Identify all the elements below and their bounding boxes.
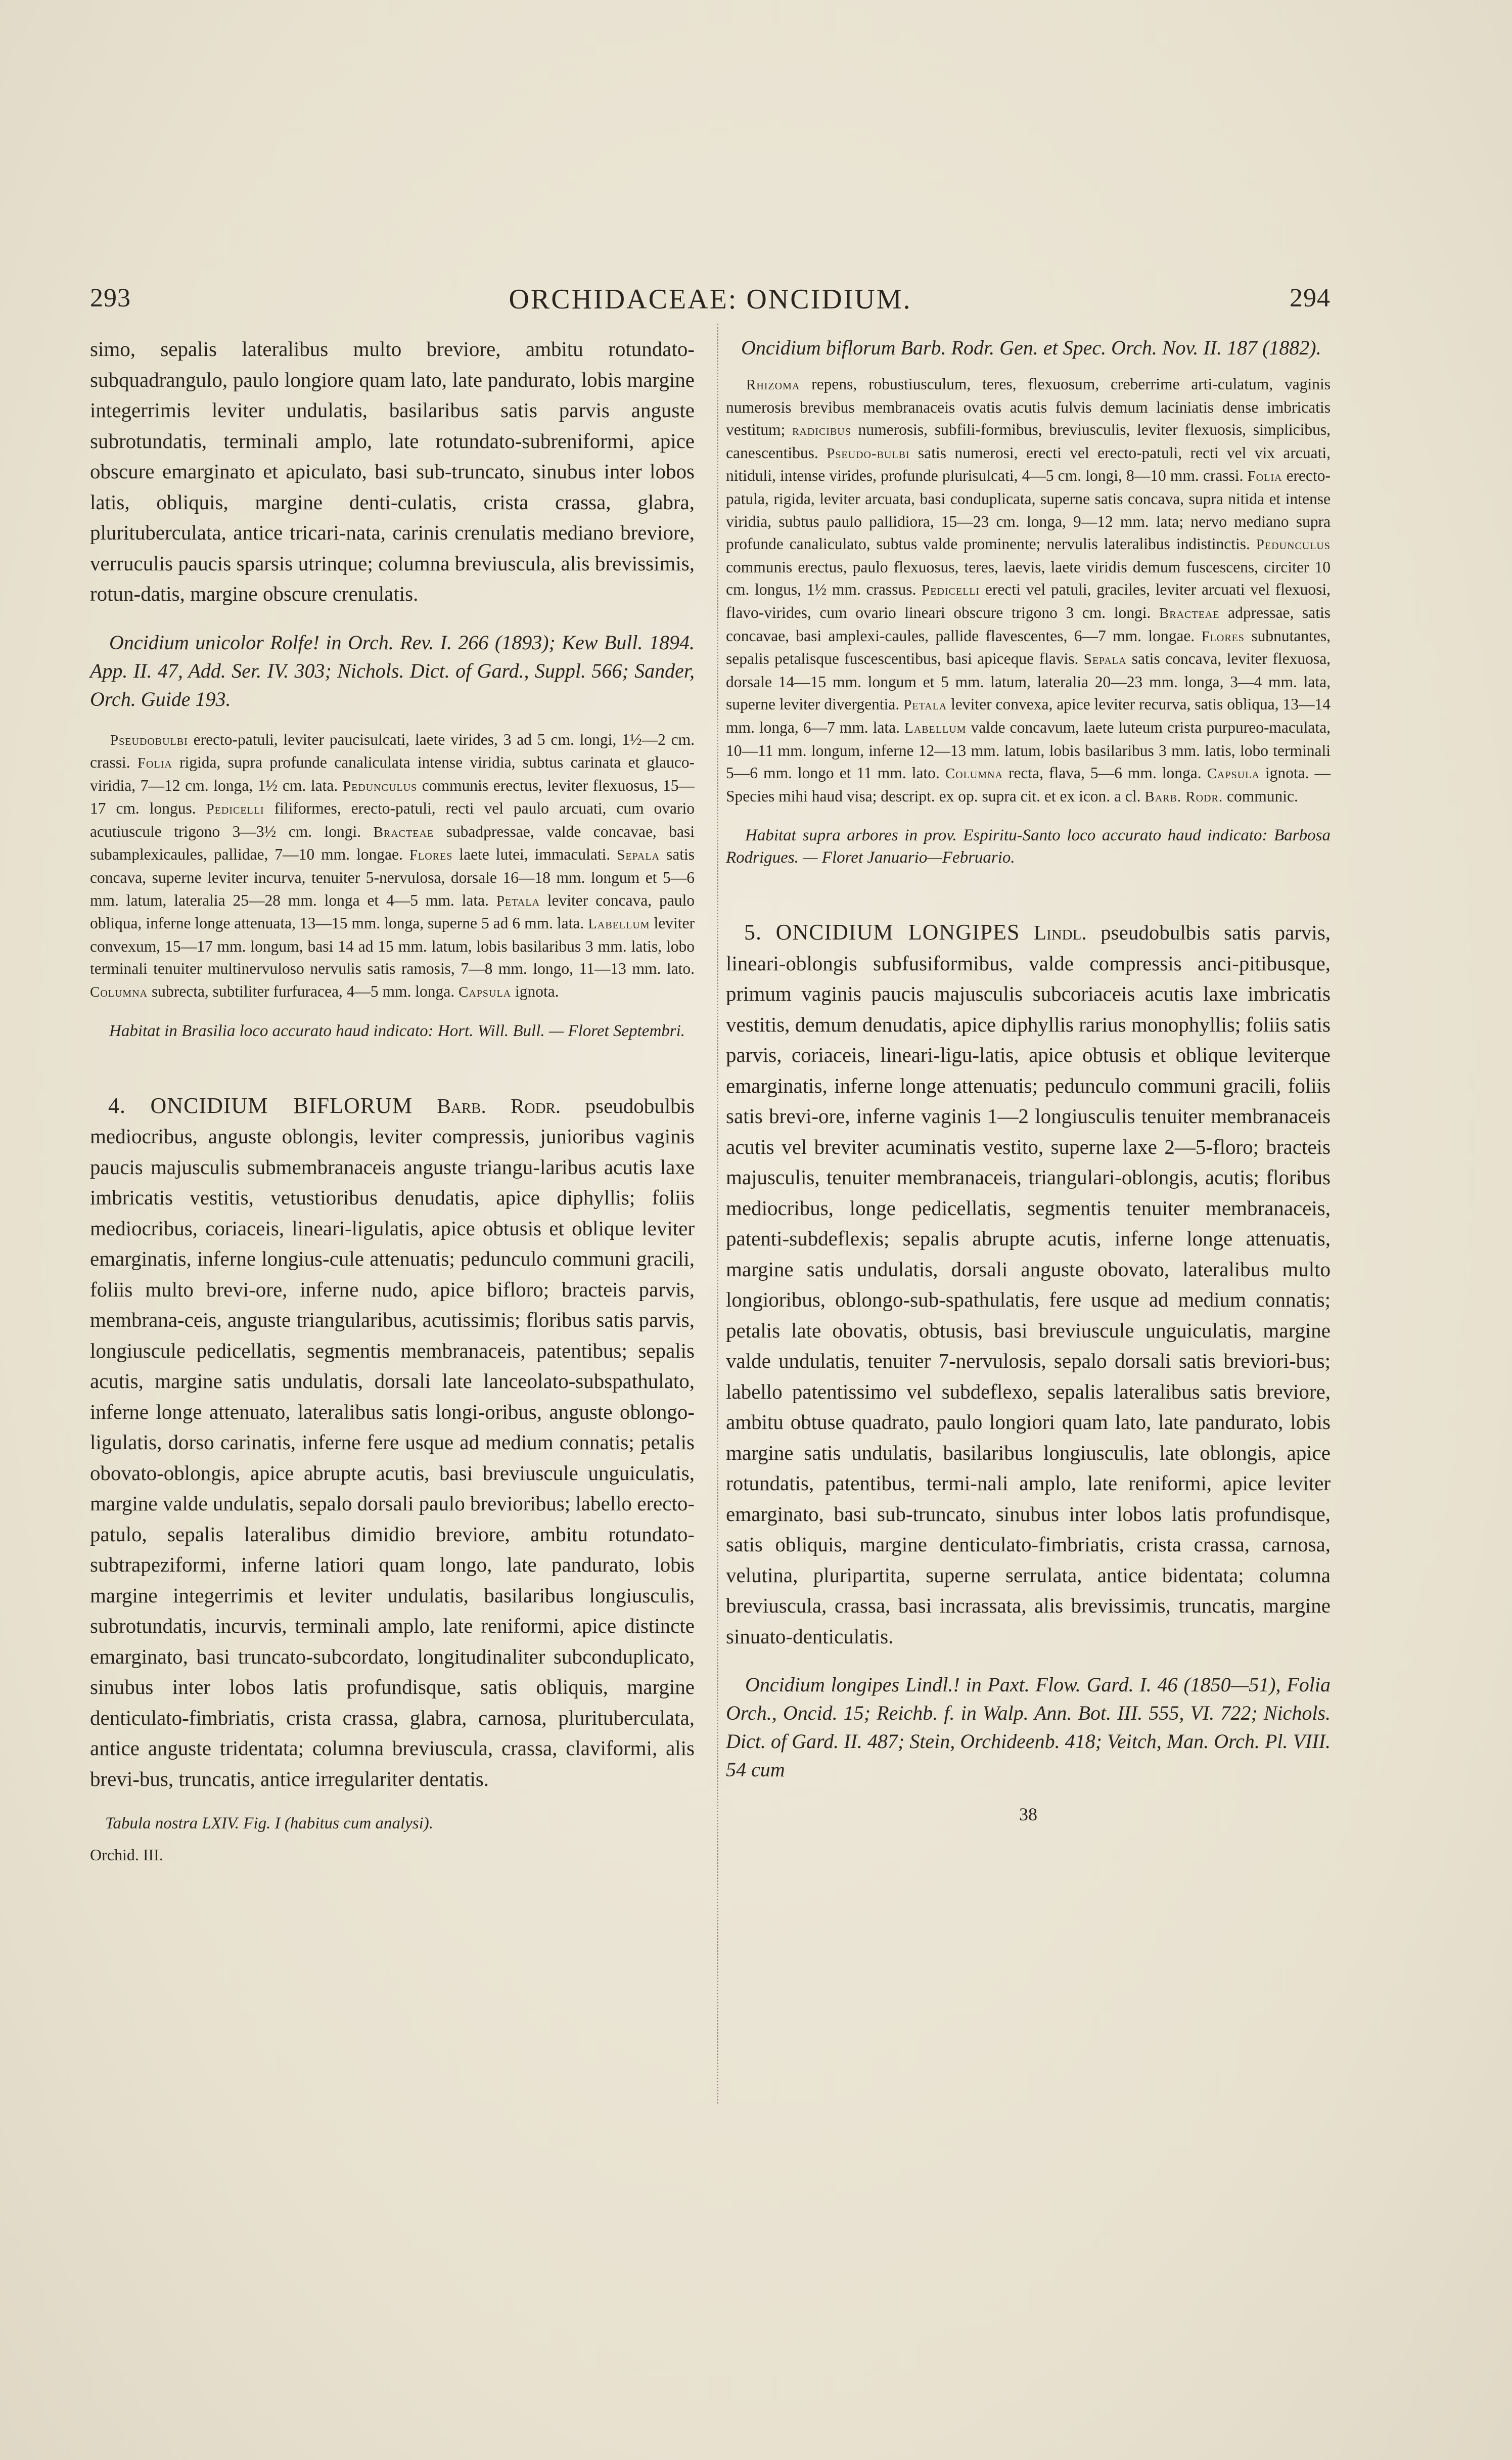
organ-term: Flores xyxy=(409,847,453,864)
organ-description: erecto-patula, rigida, leviter arcuata, basi conduplicata, superne satis concava, supra nitida et intense viridia, subtus paulo pallidiora, 15—23 cm. longa, 9—12 mm. lata; nervo mediano supra profunde canaliculato, subtus valde prominente; nervulis lateralibus indistinctis. xyxy=(726,467,1331,553)
organ-description: erecti vel patuli, graciles, leviter arcuati vel flexuosi, flavo-virides, cum ovario lineari obscure trigono 3 cm. longi. xyxy=(726,580,1331,621)
organ-description: ignota. — Species mihi haud visa; descript. ex op. supra cit. et ex icon. a cl. xyxy=(726,764,1331,805)
organ-description: communis erectus, leviter flexuosus, 15—17 cm. longus. xyxy=(90,776,695,818)
organ-description: rigida, supra profunde canaliculata intense viridia, subtus carinata et glauco-viridia, 7—12 cm. longa, 1½ cm. lata. xyxy=(90,753,695,794)
plate-reference: Tabula nostra LXIV. Fig. I (habitus cum analysi). xyxy=(105,1814,434,1833)
organ-term: Labellum xyxy=(588,916,650,932)
organ-description: valde concavum, laete luteum crista purpureo-maculata, 10—11 mm. longum, inferne 12—13 mm. latum, lobis basilaribus 3 mm. latis, lobo terminali 5—6 mm. longo et 11 mm. lato. xyxy=(726,718,1331,782)
organ-description: satis numerosi, erecti vel erecto-patuli, recti vel vix arcuati, nitiduli, intense virides, profunde plurisulcati, 4—5 cm. longi, 8—10 mm. crassi. xyxy=(726,443,1331,485)
citation-longipes: Oncidium longipes Lindl.! in Paxt. Flow. Gard. I. 46 (1850—51), Folia Orch., Oncid. 15; Reichb. f. in Walp. Ann. Bot. III. 555, VI. 722; Nichols. Dict. of Gard. II. 487; Stein, Orchideenb. 418; Veitch, Man. Orch. Pl. VIII. 54 cum xyxy=(726,1673,1331,1781)
species-text: pseudobulbis satis parvis, lineari-oblongis subfusiformibus, valde compressis anci-pitibusque, primum vaginis paucis majusculis subcoriaceis acutis laxe imbricatis vestitis, demum denudatis, apice diphyllis rarius monophyllis; foliis satis parvis, coriaceis, lineari-ligu-latis, apice obtusis et oblique leviterque emarginatis, inferne longe attenuatis; pedunculo communi gracili, foliis satis brevi-ore, inferne vaginis 1—2 longiusculis tenuiter membranaceis acutis vel breviter acuminatis vestito, superne laxe 2—5-floro; bracteis majusculis, tenuiter membranaceis, triangulari-oblongis, acutis; floribus mediocribus, longe pedicellatis, segmentis tenuiter membranaceis, patenti-subdeflexis; sepalis abrupte acutis, inferne longe attenuatis, margine satis undulatis, dorsali anguste obovato, lateralibus multo longioribus, oblongo-sub-spathulatis, fere usque ad medium connatis; petalis late obovatis, obtusis, basi breviuscule unguiculatis, margine valde undulatis, tenuiter 7-nervulosis, sepalo dorsali satis breviori-bus; labello patentissimo vel subdeflexo, sepalis lateralibus satis breviore, ambitu obtuse quadrato, paulo longiori quam lato, late pandurato, lobis margine satis undulatis, basilaribus longiusculis, late oblongis, apice rotundatis, patentibus, termi-nali amplo, late reniformi, apice leviter emarginato, basi sub-truncato, sinubus inter lobos latis profundisque, satis obliquis, margine denticulato-fimbriatis, crista crassa, carnosa, velutina, pluripartita, superne serrulata, antice bidentata; columna breviuscula, crassa, basi incrassata, alis brevissimis, truncatis, margine sinuato-denticulatis. xyxy=(726,921,1331,1648)
organ-term: Columna xyxy=(945,766,1003,782)
organ-term: Columna xyxy=(90,984,148,1001)
organ-term: Petala xyxy=(903,697,947,713)
description-unicolor xyxy=(90,729,695,1004)
species-number: 4. xyxy=(108,1093,126,1118)
organ-description: erecto-patuli, leviter paucisulcati, laete virides, 3 ad 5 cm. longi, 1½—2 cm. crassi. xyxy=(90,730,695,772)
organ-description: leviter convexum, 15—17 mm. longum, basi 14 ad 15 mm. latum, lobis basilaribus 3 mm. latis, lobo terminali tenuiter multinervuloso nervulis satis ramosis, 7—8 mm. longo, 11—13 mm. lato. xyxy=(90,914,695,978)
organ-term: Pseudobulbi xyxy=(110,732,188,748)
continuation-text: simo, sepalis lateralibus multo breviore, ambitu rotundato-subquadrangulo, paulo longiore quam lato, late pandurato, lobis margine integerrimis leviter undulatis, basilaribus satis parvis anguste subrotundatis, terminali amplo, late rotundato-subreniformi, apice obscure emarginato et apiculato, basi sub-truncato, sinubus inter lobos latis, obliquis, margine denti-culatis, crista crassa, glabra, plurituberculata, antice tricari-nata, carinis crenulatis mediano breviore, verruculis paucis sparsis utrinque; columna breviuscula, alis brevissimis, rotun-datis, margine obscure crenulatis. xyxy=(90,337,695,605)
species-biflorum xyxy=(90,1091,695,1795)
organ-description: adpressae, satis concavae, basi amplexi-caules, pallide flavescentes, 6—7 mm. longae. xyxy=(726,603,1331,645)
organ-description: leviter concava, paulo obliqua, inferne longe attenuata, 13—15 mm. longa, superne 5 ad 6 mm. lata. xyxy=(90,891,695,932)
description-biflorum xyxy=(726,373,1331,808)
organ-term: Pedicelli xyxy=(922,582,980,599)
species-longipes xyxy=(726,917,1331,1651)
organ-term: Flores xyxy=(1201,628,1245,645)
column-divider xyxy=(717,324,718,2104)
habitat-biflorum: Habitat supra arbores in prov. Espiritu-Santo loco accurato haud indicato: Barbosa Rodrigues. — Floret Januario—Februario. xyxy=(726,826,1331,867)
organ-description: satis concava, leviter flexuosa, dorsale 14—15 mm. longum et 5 mm. latum, lateralia 20—23 mm. longa, 3—4 mm. lata, superne leviter divergentia. xyxy=(726,650,1331,713)
organ-description: numerosis, subfili-formibus, breviusculis, leviter flexuosis, simplicibus, canescentibus. xyxy=(726,421,1331,462)
organ-description: subadpressae, valde concavae, basi subamplexicaules, pallidae, 7—10 mm. longae. xyxy=(90,822,695,864)
organ-term: Folia xyxy=(137,755,172,772)
page-number-right: 294 xyxy=(1290,284,1331,312)
species-name: ONCIDIUM BIFLORUM xyxy=(150,1093,413,1118)
organ-description: filiformes, erecto-patuli, recti vel paulo arcuati, cum ovario acutiuscule trigono 3—3½ cm. longi. xyxy=(90,799,695,840)
organ-description: communis erectus, paulo flexuosus, teres, laevis, laete viridis demum fuscescens, circiter 10 cm. longus, 1½ mm. crassus. xyxy=(726,558,1331,599)
organ-term: Folia xyxy=(1247,468,1282,485)
left-column xyxy=(90,334,695,1870)
organ-description: repens, robustiusculum, teres, flexuosum, creberrime arti-culatum, vaginis numerosis brevibus membranaceis ovatis acutis fulvis demum laciniatis dense imbricatis vestitum; xyxy=(726,375,1331,439)
running-head xyxy=(90,283,1331,329)
organ-description: subrecta, subtiliter furfuracea, 4—5 mm. longa. xyxy=(148,982,459,1001)
organ-term: Capsula xyxy=(1207,766,1260,782)
organ-description: ignota. xyxy=(511,982,559,1001)
organ-term: Labellum xyxy=(904,720,967,736)
signature-mark: Orchid. III. xyxy=(90,1846,163,1864)
organ-term: Barb. Rodr. xyxy=(1144,788,1223,805)
organ-term: Petala xyxy=(496,892,540,909)
organ-description: satis concava, superne leviter incurva, tenuiter 5-nervulosa, dorsale 16—18 mm. longum et 5—6 mm. latum, lateralia 25—28 mm. longa et 4—5 mm. lata. xyxy=(90,845,695,909)
organ-term: Sepala xyxy=(1083,651,1127,668)
organ-term: Capsula xyxy=(459,984,512,1001)
organ-term: Rhizoma xyxy=(746,377,800,393)
organ-description: laete lutei, immaculati. xyxy=(452,845,617,864)
sheet-number: 38 xyxy=(1019,1804,1037,1825)
running-title: ORCHIDACEAE: ONCIDIUM. xyxy=(509,284,912,315)
organ-description: leviter convexa, apice leviter recurva, satis obliqua, 13—14 mm. longa, 6—7 mm. lata. xyxy=(726,695,1331,736)
citation-unicolor: Oncidium unicolor Rolfe! in Orch. Rev. I. 266 (1893); Kew Bull. 1894. App. II. 47, Add. Ser. IV. 303; Nichols. Dict. of Gard., Suppl. 566; Sander, Orch. Guide 193. xyxy=(90,631,695,710)
citation-biflorum: Oncidium biflorum Barb. Rodr. Gen. et Spec. Orch. Nov. II. 187 (1882). xyxy=(741,336,1321,359)
species-author: Lindl. xyxy=(1034,921,1087,945)
habitat-unicolor: Habitat in Brasilia loco accurato haud indicato: Hort. Will. Bull. — Floret Septembri. xyxy=(109,1021,685,1040)
species-author: Barb. Rodr. xyxy=(437,1094,561,1117)
species-text: pseudobulbis mediocribus, anguste oblongis, leviter compressis, junioribus vaginis paucis majusculis submembranaceis anguste triangu-laribus acutis laxe imbricatis vestitis, vetustioribus denudatis, apice diphyllis; foliis mediocribus, coriaceis, lineari-ligulatis, apice obtusis et oblique leviter emarginatis, inferne longius-cule attenuatis; pedunculo communi gracili, foliis multo brevi-ore, inferne nudo, apice bifloro; bracteis parvis, membrana-ceis, anguste triangularibus, acutissimis; floribus satis parvis, longiuscule pedicellatis, segmentis membranaceis, patentibus; sepalis acutis, margine satis undulatis, dorsali late lanceolato-subspathulato, inferne longe attenuato, lateralibus satis longi-oribus, anguste oblongo-ligulatis, dorso carinatis, inferne fere usque ad medium connatis; petalis obovato-oblongis, apice abrupte acutis, basi breviuscule unguiculatis, margine valde undulatis, sepalo dorsali paulo brevioribus; labello erecto-patulo, sepalis lateralibus dimidio breviore, ambitu rotundato-subtrapeziformi, inferne latiori quam longo, late pandurato, lobis margine integerrimis et leviter undulatis, basilaribus longiusculis, subrotundatis, incurvis, terminali amplo, late reniformi, apice distincte emarginato, basi truncato-subcordato, longitudinaliter subconduplicato, sinubus inter lobos latis profundisque, satis obliquis, margine denticulato-fimbriatis, crista crassa, glabra, carnosa, plurituberculata, antice anguste tridentata; columna breviuscula, crassa, claviformi, alis brevi-bus, truncatis, antice irregulariter dentatis. xyxy=(90,1094,695,1791)
page-number-left: 293 xyxy=(90,284,131,312)
organ-description: subnutantes, sepalis petalisque fuscescentibus, basi apiceque flavis. xyxy=(726,627,1331,668)
right-column xyxy=(726,334,1331,1830)
species-name: ONCIDIUM LONGIPES xyxy=(775,920,1020,945)
organ-term: Bracteae xyxy=(1159,605,1220,621)
organ-term: Bracteae xyxy=(373,824,434,840)
organ-term: Pedicelli xyxy=(206,801,264,818)
organ-description: communic. xyxy=(1223,787,1298,805)
organ-term: Sepala xyxy=(617,847,660,864)
organ-term: Pseudo-bulbi xyxy=(827,445,910,462)
organ-term: Pedunculus xyxy=(342,778,418,794)
organ-term: radicibus xyxy=(792,422,851,439)
species-number: 5. xyxy=(744,920,762,945)
organ-term: Pedunculus xyxy=(1256,536,1331,553)
organ-description: recta, flava, 5—6 mm. longa. xyxy=(1002,764,1207,782)
